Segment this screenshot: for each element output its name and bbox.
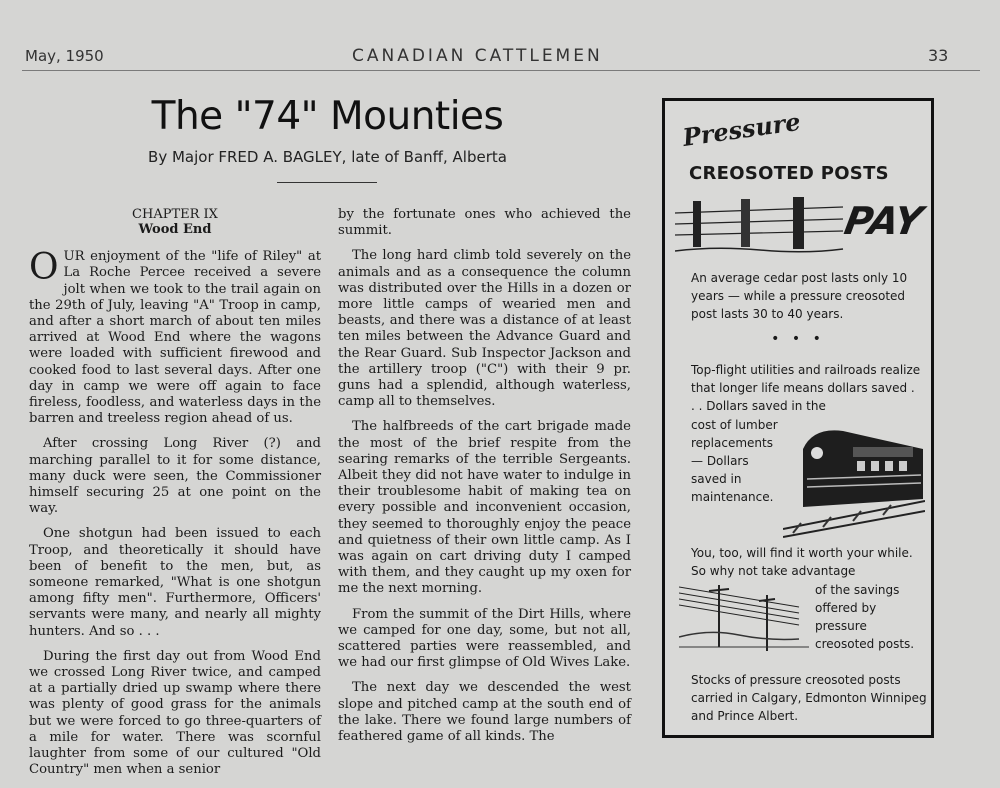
ad-pay-text: PAY: [841, 199, 926, 243]
paragraph: by the fortunate ones who achieved the summit.: [338, 207, 631, 239]
header-date: May, 1950: [25, 47, 104, 65]
article-column-2: [338, 207, 631, 754]
paragraph: The long hard climb told severely on the animals and as a consequence the column was distributed over the Hills in a dozen or more little camps of wearied men and beasts, and there was a distance of at least ten miles between the Advance Guard and the Rear Guard. Sub Inspector Jackson and the artillery troop ("C") with their 9 pr. guns had a splendid, although waterless, camp all to themselves.: [338, 248, 631, 410]
ad-paragraph: An average cedar post lasts only 10 years — while a pressure creosoted post lasts 30 to 40 years.: [691, 271, 908, 321]
paragraph: After crossing Long River (?) and marching parallel to it for some distance, many duck were seen, the Commissioner himself securing 25 at one point on the way.: [29, 436, 321, 517]
ad-script-headline: Pressure: [680, 106, 803, 152]
chapter-subtitle: Wood End: [138, 222, 212, 237]
fence-posts-illustration: [675, 191, 845, 261]
header-page-number: 33: [928, 46, 949, 65]
header-rule: [22, 70, 980, 71]
ad-paragraph: You, too, will find it worth your while. So why not take advantage: [691, 546, 913, 578]
ad-paragraph: Top-flight utilities and railroads realize that longer life means dollars saved . . . Dollars saved in the: [691, 363, 921, 413]
paragraph: The next day we descended the west slope and pitched camp at the south end of the lake. There we found large numbers of feathered game of all kinds. The: [338, 680, 631, 745]
paragraph: [29, 249, 321, 427]
ad-paragraph: Stocks of pressure creosoted posts carried in Calgary, Edmonton Winnipeg and Prince Albert.: [691, 673, 927, 723]
ad-paragraph: cost of lumber replacements — Dollars saved in maintenance.: [691, 418, 778, 504]
ad-separator-dots: • • •: [771, 331, 825, 347]
header-magazine-name: CANADIAN CATTLEMEN: [352, 46, 603, 66]
paragraph: During the first day out from Wood End we crossed Long River twice, and camped at a partially dried up swamp where there was plenty of good grass for the animals but we were forced to go three-quarters of a mile for water. There was scornful laughter from some of our cultured "Old Country" men when a senior: [29, 648, 321, 778]
article-title: The "74" Mounties: [151, 94, 504, 139]
article-byline: By Major FRED A. BAGLEY, late of Banff, Alberta: [148, 148, 507, 166]
title-divider: [277, 182, 377, 183]
chapter-heading: CHAPTER IX: [132, 207, 218, 222]
ad-headline: CREOSOTED POSTS: [689, 163, 889, 184]
paragraph: One shotgun had been issued to each Troop, and theoretically it should have been of benefit to the men, but, as someone remarked, "What is one shotgun among fifty men". Furthermore, Officers' servants were many, and nearly all mighty hunters. And so . . .: [29, 526, 321, 639]
utility-poles-illustration: [679, 577, 809, 657]
ad-paragraph: of the savings offered by pressure creosoted posts.: [815, 583, 915, 651]
drop-cap: O: [29, 247, 59, 289]
paragraph-text: UR enjoyment of the "life of Riley" at La Roche Percee received a severe jolt when we took to the trail again on the 29th of July, leaving "A" Troop in camp, and after a short march of about ten miles arrived at Wood End where the wagons were loaded with sufficient firewood and cooked food to last several days. After one day in camp we were off again to face fireless, foodless, and waterless days in the barren and treeless region ahead of us.: [29, 249, 321, 427]
paragraph: The halfbreeds of the cart brigade made the most of the brief respite from the searing remarks of the terrible Sergeants. Albeit they did not have water to indulge in their troublesome habit of making tea on every possible and inconvenient occasion, they seemed to thoroughly enjoy the peace and quietness of their own little camp. As I was again on cart driving duty I camped with them, and they caught up my oxen for me the next morning.: [338, 419, 631, 597]
paragraph: From the summit of the Dirt Hills, where we camped for one day, some, but not all, scattered parties were reassembled, and we had our first glimpse of Old Wives Lake.: [338, 606, 631, 671]
article-column-1: [29, 207, 321, 788]
advertisement: [662, 98, 934, 738]
locomotive-illustration: [783, 419, 925, 539]
